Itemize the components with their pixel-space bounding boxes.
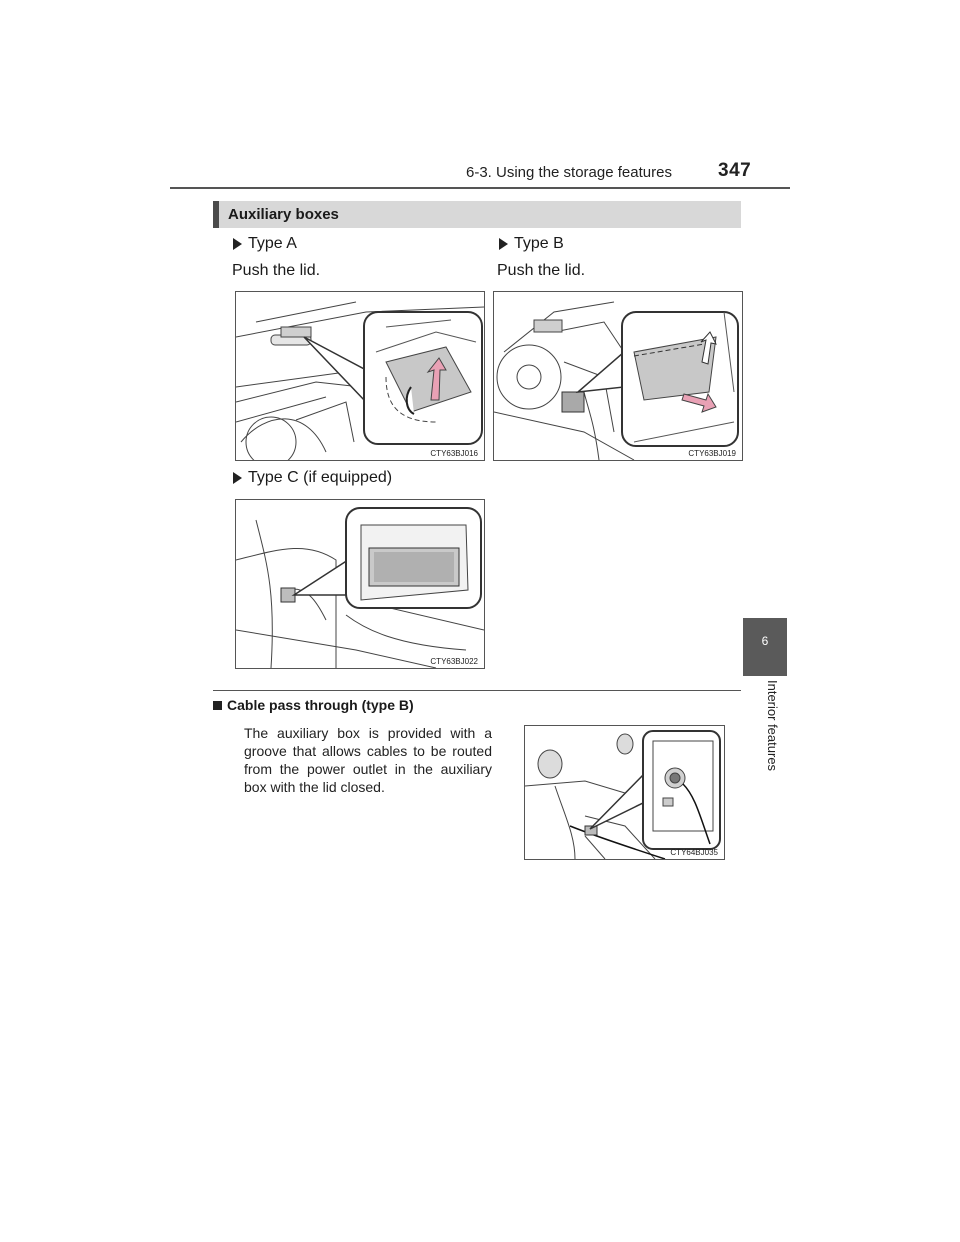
illustration-type-b xyxy=(494,292,742,460)
triangle-bullet-icon xyxy=(233,472,242,484)
illustration-cable-pass-through xyxy=(525,726,724,859)
chapter-tab-label: Interior features xyxy=(765,680,780,772)
type-a-label-row xyxy=(233,235,297,253)
page-number: 347 xyxy=(718,160,752,181)
type-a-label: Type A xyxy=(248,235,297,252)
section-heading-bar xyxy=(213,201,741,228)
subsection-title: Cable pass through (type B) xyxy=(227,697,414,713)
figure-code-cable: CTY64BJ035 xyxy=(670,848,718,857)
subsection-body: The auxiliary box is provided with a groove that allows cables to be routed from the power outlet in the auxiliary box with the lid closed. xyxy=(244,725,492,795)
section-heading-title: Auxiliary boxes xyxy=(228,206,339,223)
figure-code-type-c: CTY63BJ022 xyxy=(430,657,478,666)
chapter-tab-number: 6 xyxy=(761,634,769,648)
type-a-instruction: Push the lid. xyxy=(232,262,321,279)
triangle-bullet-icon xyxy=(499,238,508,250)
type-b-label: Type B xyxy=(514,235,564,252)
figure-code-type-b: CTY63BJ019 xyxy=(688,449,736,458)
header-rule xyxy=(170,187,790,189)
type-c-label: Type C (if equipped) xyxy=(248,469,393,486)
figure-cable-pass-through xyxy=(524,725,725,860)
running-header-section: 6-3. Using the storage features xyxy=(466,164,672,181)
section-heading-accent xyxy=(213,201,219,228)
type-c-label-row xyxy=(233,469,392,487)
illustration-type-a xyxy=(236,292,484,460)
figure-type-b xyxy=(493,291,743,461)
type-b-instruction: Push the lid. xyxy=(497,262,586,279)
figure-type-c xyxy=(235,499,485,669)
square-bullet-icon xyxy=(213,701,222,710)
subsection-rule xyxy=(213,690,741,691)
triangle-bullet-icon xyxy=(233,238,242,250)
type-b-label-row xyxy=(499,235,564,253)
illustration-type-c xyxy=(236,500,484,668)
figure-code-type-a: CTY63BJ016 xyxy=(430,449,478,458)
subsection-heading xyxy=(213,697,414,713)
figure-type-a xyxy=(235,291,485,461)
